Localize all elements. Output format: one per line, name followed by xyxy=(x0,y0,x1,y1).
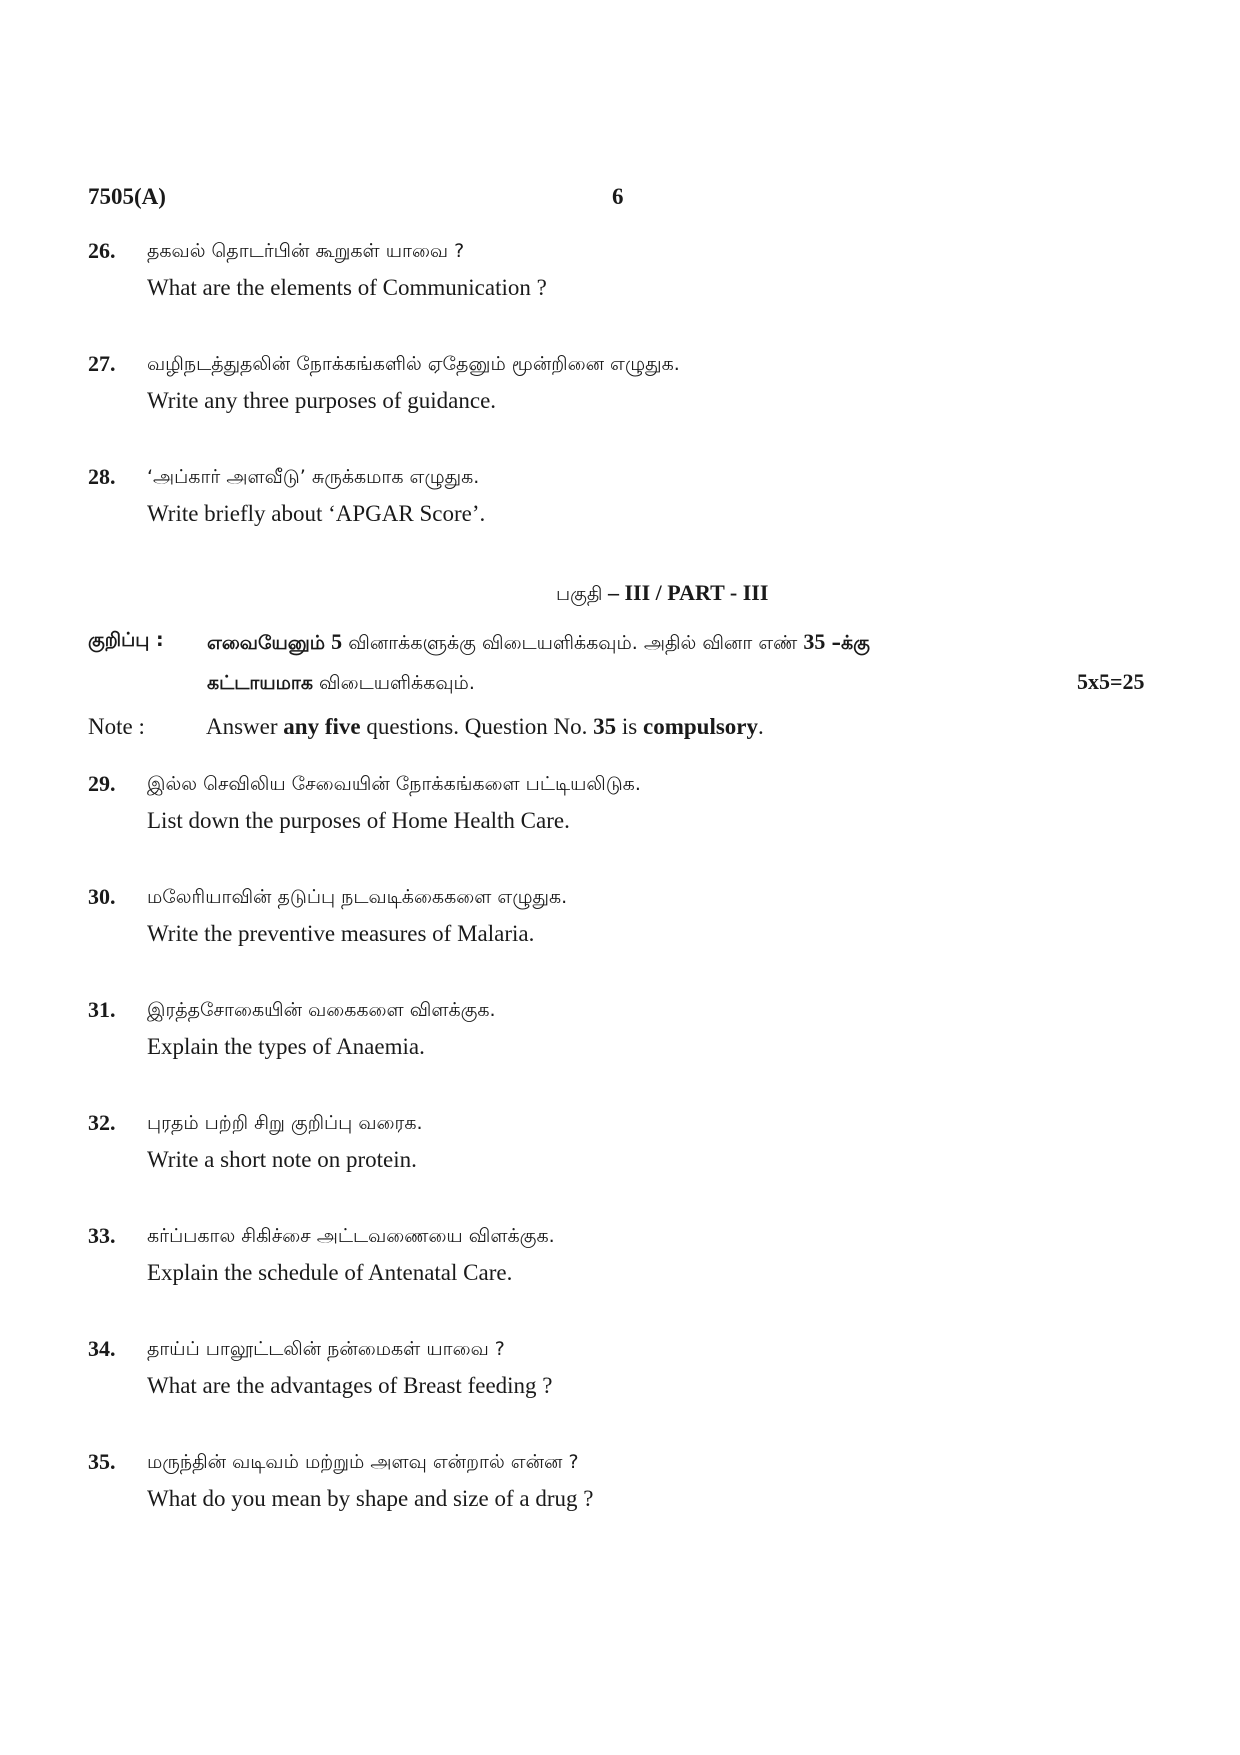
note-english-line: Answer any five questions. Question No. 35 is compulsory. xyxy=(206,714,764,739)
question-tamil: மருந்தின் வடிவம் மற்றும் அளவு என்றால் என்ன ? xyxy=(147,1451,579,1473)
note-tamil-line1 xyxy=(207,629,870,657)
question-number: 26. xyxy=(88,238,116,263)
question-tamil: இல்ல செவிலிய சேவையின் நோக்கங்களை பட்டியலிடுக. xyxy=(147,773,641,795)
question-number: 34. xyxy=(88,1336,116,1361)
question-english: Explain the types of Anaemia. xyxy=(147,1034,425,1059)
question-english: What are the elements of Communication ? xyxy=(147,275,547,300)
question-tamil: ‘அப்கார் அளவீடு’ சுருக்கமாக எழுதுக. xyxy=(147,466,480,488)
note-number: 5 xyxy=(331,629,343,654)
question-tamil: வழிநடத்துதலின் நோக்கங்களில் ஏதேனும் மூன்றினை எழுதுக. xyxy=(147,353,680,375)
note-tamil-bold: –க்கு xyxy=(831,632,870,654)
note-tamil-text: வினாக்களுக்கு விடையளிக்கவும். அதில் வினா எண் xyxy=(348,632,798,654)
question-english: Explain the schedule of Antenatal Care. xyxy=(147,1260,513,1285)
question-number: 35. xyxy=(88,1449,116,1474)
question-number: 31. xyxy=(88,997,116,1022)
marks-allocation: 5x5=25 xyxy=(1077,669,1145,694)
question-number: 28. xyxy=(88,464,116,489)
question-english: List down the purposes of Home Health Care. xyxy=(147,808,570,833)
question-number: 30. xyxy=(88,884,116,909)
question-english: What do you mean by shape and size of a drug ? xyxy=(147,1486,594,1511)
note-number: 35 xyxy=(803,629,826,654)
question-tamil: தகவல் தொடர்பின் கூறுகள் யாவை ? xyxy=(147,240,465,262)
note-tamil-line2 xyxy=(207,672,475,697)
paper-code: 7505(A) xyxy=(88,184,166,209)
question-english: Write any three purposes of guidance. xyxy=(147,388,497,413)
note-english-label: Note : xyxy=(88,714,145,739)
part-heading-tamil: பகுதி xyxy=(556,583,603,605)
question-number: 33. xyxy=(88,1223,116,1248)
note-tamil-bold: எவையேனும் xyxy=(207,632,326,654)
note-tamil-bold: கட்டாயமாக xyxy=(207,672,313,694)
question-english: Write the preventive measures of Malaria. xyxy=(147,921,535,946)
page-number: 6 xyxy=(612,184,624,209)
note-tamil-text: விடையளிக்கவும். xyxy=(319,672,475,694)
question-english: Write briefly about ‘APGAR Score’. xyxy=(147,501,486,526)
question-number: 32. xyxy=(88,1110,116,1135)
part-heading xyxy=(556,580,768,608)
question-number: 27. xyxy=(88,351,116,376)
note-tamil-label: குறிப்பு : xyxy=(88,629,164,651)
question-tamil: இரத்தசோகையின் வகைகளை விளக்குக. xyxy=(147,999,496,1021)
part-heading-english: – III / PART - III xyxy=(602,580,769,605)
question-english: What are the advantages of Breast feeding ? xyxy=(147,1373,553,1398)
question-tamil: தாய்ப் பாலூட்டலின் நன்மைகள் யாவை ? xyxy=(147,1338,505,1360)
question-number: 29. xyxy=(88,771,116,796)
question-tamil: கர்ப்பகால சிகிச்சை அட்டவணையை விளக்குக. xyxy=(147,1225,555,1247)
question-english: Write a short note on protein. xyxy=(147,1147,417,1172)
question-tamil: புரதம் பற்றி சிறு குறிப்பு வரைக. xyxy=(147,1112,423,1134)
question-tamil: மலேரியாவின் தடுப்பு நடவடிக்கைகளை எழுதுக. xyxy=(147,886,568,908)
